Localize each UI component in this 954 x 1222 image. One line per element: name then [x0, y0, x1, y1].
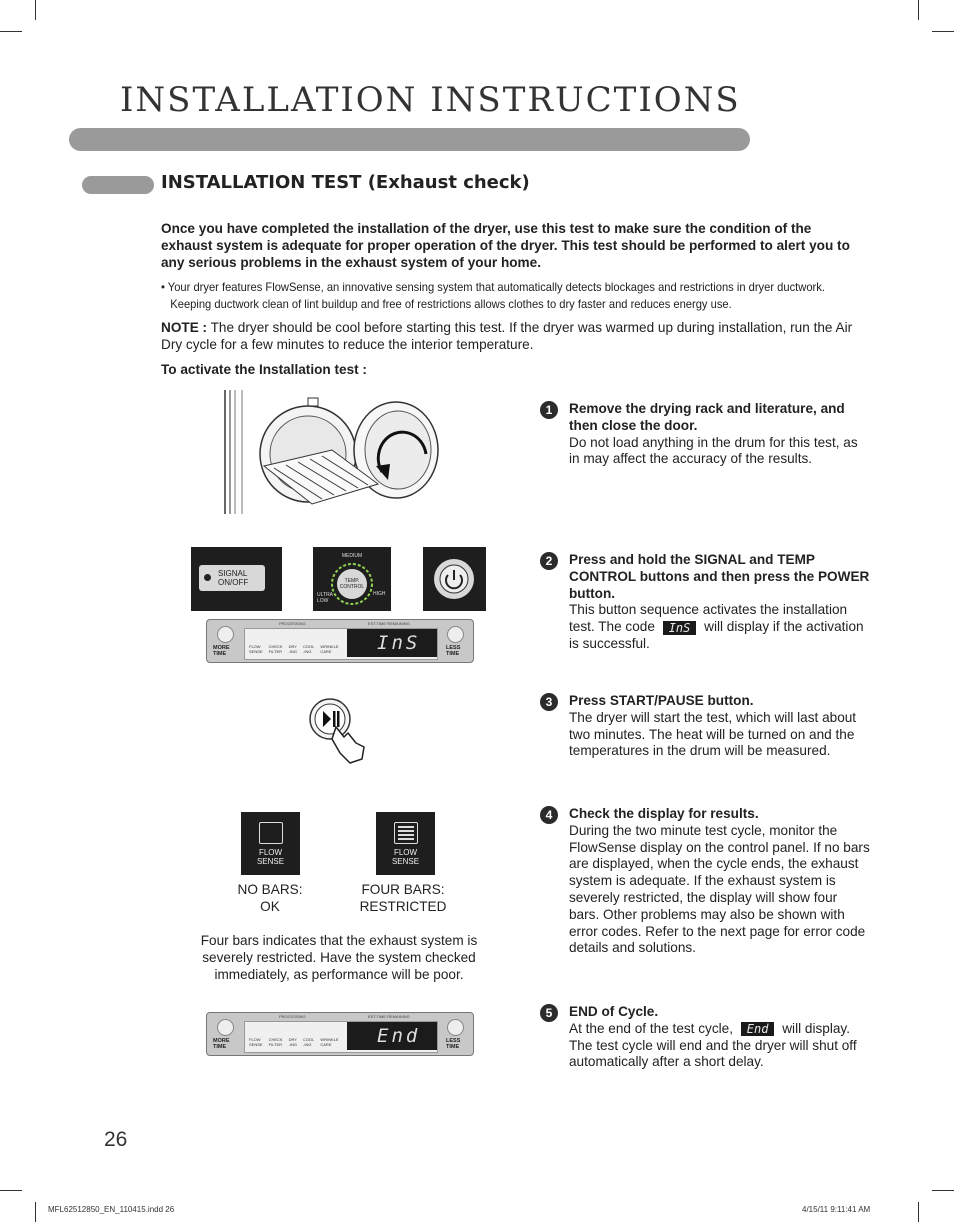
panel-filter: FILTER [268, 649, 283, 654]
less-time-button-icon [447, 626, 464, 643]
more-time-line1: MORE [213, 1038, 230, 1044]
caption-four-bars-line2: RESTRICTED [359, 899, 447, 914]
knob-label-center2: CONTROL [339, 584, 365, 590]
step-5 [540, 1004, 870, 1071]
step-number: 1 [540, 401, 558, 419]
signal-button-figure [191, 547, 282, 611]
panel-check: CHECK [268, 644, 283, 649]
footer-timestamp: 4/15/11 9:11:41 AM [802, 1205, 871, 1214]
step-1 [540, 401, 870, 468]
panel-cool: COOL [303, 1037, 315, 1042]
signal-label-line1: SIGNAL [218, 569, 248, 578]
flow-label-1: FLOW [258, 848, 283, 857]
section-pill [82, 176, 154, 194]
step-heading: Remove the drying rack and literature, and then close the door. [569, 401, 845, 433]
intro-paragraph: Once you have completed the installation of the dryer, use this test to make sure the condition of the exhaust system is adequate for proper operation of the dryer. This test should be performed to alert you to any serious problems in the exhaust system of your home. [161, 221, 850, 270]
panel-flow: FLOW [249, 1037, 261, 1042]
temp-control-knob-figure [313, 547, 391, 611]
step-body: Do not load anything in the drum for this test, as in may affect the accuracy of the results. [569, 434, 858, 467]
crop-mark [932, 1190, 954, 1191]
panel-care: CARE [320, 1042, 332, 1047]
section-title: INSTALLATION TEST (Exhaust check) [161, 172, 530, 193]
caption-no-bars [220, 881, 320, 915]
power-icon [423, 547, 486, 611]
crop-mark [918, 1202, 919, 1222]
crop-mark [0, 1190, 22, 1191]
less-time-line2: TIME [446, 1044, 460, 1050]
caption-four-bars-line1: FOUR BARS: [361, 882, 445, 897]
sense-label-2: SENSE [391, 857, 420, 866]
step-number: 2 [540, 552, 558, 570]
panel-flow: FLOW [249, 644, 261, 649]
less-time-line1: LESS [446, 645, 461, 651]
est-time-label: EST.TIME REMAINING [368, 1014, 410, 1019]
page-number: 26 [104, 1128, 128, 1151]
knob-label-left2: LOW [317, 598, 329, 604]
step-body-after: will display. The test cycle will end and the dryer will shut off automatically after a short delay. [569, 1020, 857, 1070]
flowsense-no-bars-icon [241, 812, 300, 875]
note-text: The dryer should be cool before starting this test. If the dryer was warmed up during installation, run the Air Dry cycle for a few minutes to reduce the interior temperature. [161, 320, 853, 352]
activate-label: To activate the Installation test : [161, 362, 367, 377]
step-body: The dryer will start the test, which will last about two minutes. The heat will be turned on and the temperatures in the drum will be measured. [569, 709, 857, 759]
start-pause-button-illustration [306, 697, 370, 765]
less-time-button-icon [447, 1019, 464, 1036]
step-number: 5 [540, 1004, 558, 1022]
processing-label: PROCESSING [279, 1014, 306, 1019]
dryer-open-door-illustration [222, 388, 444, 516]
caption-no-bars-line1: NO BARS: [237, 882, 303, 897]
more-time-button-icon [217, 1019, 234, 1036]
four-bars-note: Four bars indicates that the exhaust system is severely restricted. Have the system checked immediately, as performance will be poor. [200, 933, 478, 982]
step-number: 3 [540, 693, 558, 711]
title-bar [69, 128, 750, 151]
crop-mark [35, 0, 36, 20]
step-3 [540, 693, 870, 760]
est-time-label: EST.TIME REMAINING [368, 621, 410, 626]
panel-display-text-end: End [377, 1025, 421, 1047]
panel-display [347, 629, 437, 657]
panel-wrinkle: WRINKLE [320, 1037, 339, 1042]
knob-label-left1: ULTRA [317, 592, 334, 598]
caption-no-bars-line2: OK [260, 899, 280, 914]
sense-label-1: SENSE [256, 857, 285, 866]
step-body-after: will display if the activation is successful. [569, 619, 864, 651]
empty-bars-icon [259, 822, 283, 844]
ins-code-display: InS [663, 621, 697, 635]
control-panel-figure-end [206, 1012, 474, 1056]
step-body [569, 1021, 870, 1071]
panel-display-text-ins: InS [377, 632, 421, 654]
crop-mark [0, 31, 22, 32]
processing-label: PROCESSING [279, 621, 306, 626]
power-button-figure [423, 547, 486, 611]
panel-dry: DRY [288, 1037, 297, 1042]
panel-sense: SENSE [249, 649, 263, 654]
step-heading: Press and hold the SIGNAL and TEMP CONTROL buttons and then press the POWER button. [569, 552, 870, 601]
knob-label-center1: TEMP. [344, 578, 360, 584]
less-time-line1: LESS [446, 1038, 461, 1044]
panel-check: CHECK [268, 1037, 283, 1042]
panel-display [347, 1022, 437, 1050]
panel-sense: SENSE [249, 1042, 263, 1047]
panel-dry-ing: -ING [288, 1042, 298, 1047]
panel-dry-ing: -ING [288, 649, 298, 654]
page-title: INSTALLATION INSTRUCTIONS [120, 80, 741, 120]
crop-mark [918, 0, 919, 20]
caption-four-bars [343, 881, 463, 915]
panel-cool-ing: -ING [303, 649, 312, 654]
step-2 [540, 552, 870, 653]
four-bars-icon [394, 822, 418, 844]
crop-mark [35, 1202, 36, 1222]
step-body [569, 602, 870, 652]
crop-mark [932, 31, 954, 32]
signal-label-line2: ON/OFF [218, 578, 249, 587]
less-time-line2: TIME [446, 651, 460, 657]
step-body-before: This button sequence activates the installation test. The code [569, 602, 848, 635]
step-body: During the two minute test cycle, monitor the FlowSense display on the control panel. If no bars are displayed, when the cycle ends, the exhaust system is adequate. If the exhaust system is severely restricted, the display will show four bars. Other problems may also be shown with error codes. Refer to the next page for error code details and solutions. [569, 822, 870, 956]
step-heading: Check the display for results. [569, 806, 759, 821]
step-body-before: At the end of the test cycle, [569, 1020, 737, 1036]
signal-led-icon [204, 574, 211, 581]
step-number: 4 [540, 806, 558, 824]
flowsense-four-bars-icon [376, 812, 435, 875]
flowsense-bullet: • Your dryer features FlowSense, an innovative sensing system that automatically detects blockages and restrictions in dryer ductwork. Keeping ductwork clean of lint buildup and free of restrictions allows clothes to dry faster and reduces energy use. [161, 280, 825, 311]
more-time-line2: TIME [213, 1044, 227, 1050]
control-panel-figure-ins [206, 619, 474, 663]
more-time-line2: TIME [213, 651, 227, 657]
panel-care: CARE [320, 649, 332, 654]
more-time-line1: MORE [213, 645, 230, 651]
panel-cool: COOL [303, 644, 315, 649]
footer-file-info: MFL62512850_EN_110415.indd 26 [48, 1205, 175, 1214]
panel-wrinkle: WRINKLE [320, 644, 339, 649]
more-time-button-icon [217, 626, 234, 643]
step-heading: END of Cycle. [569, 1004, 659, 1019]
panel-dry: DRY [288, 644, 297, 649]
panel-cool-ing: -ING [303, 1042, 312, 1047]
panel-filter: FILTER [268, 1042, 283, 1047]
flow-label-2: FLOW [393, 848, 418, 857]
note-label: NOTE : [161, 320, 208, 335]
knob-label-top: MEDIUM [341, 553, 363, 559]
end-code-display: End [741, 1022, 775, 1036]
note-paragraph [161, 319, 866, 353]
knob-label-right: HIGH [373, 591, 386, 597]
step-4 [540, 806, 870, 957]
step-heading: Press START/PAUSE button. [569, 693, 754, 708]
